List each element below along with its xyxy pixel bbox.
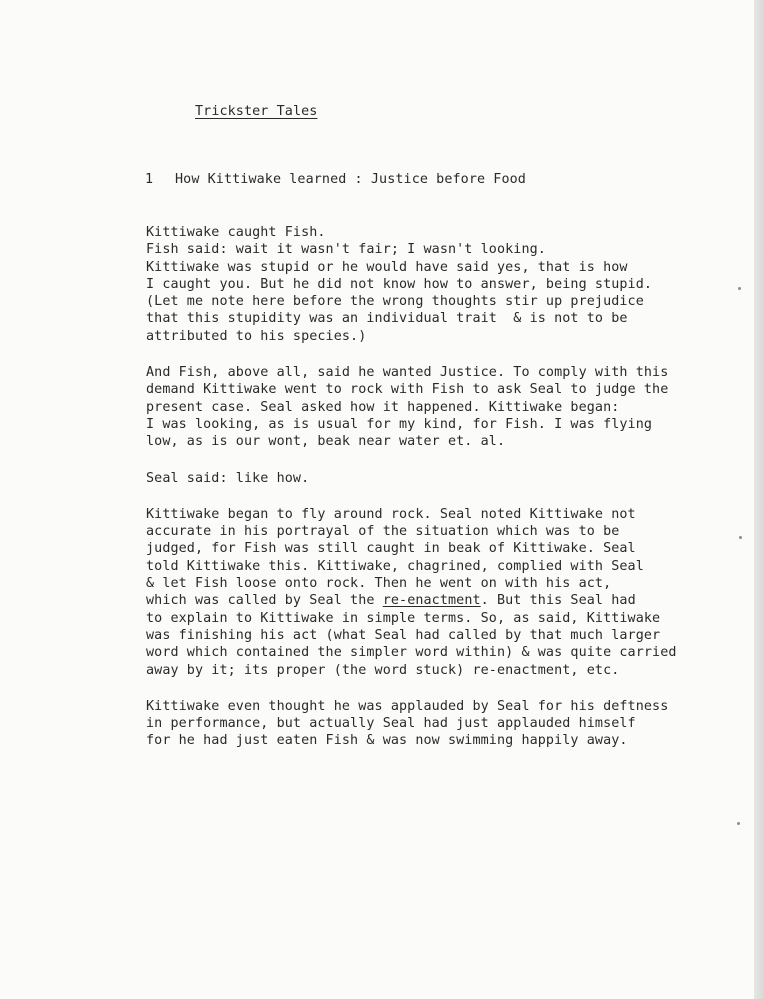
text-segment: Kittiwake caught Fish. bbox=[146, 225, 326, 240]
text-line bbox=[146, 592, 646, 609]
story-paragraph bbox=[146, 698, 669, 750]
text-line bbox=[146, 506, 646, 523]
text-line bbox=[146, 364, 669, 381]
text-segment: (Let me note here before the wrong thoughts stir up prejudice bbox=[146, 294, 644, 310]
text-line bbox=[146, 381, 669, 398]
text-line bbox=[146, 698, 669, 715]
text-segment: demand Kittiwake went to rock with Fish to ask Seal to judge the bbox=[146, 382, 669, 398]
text-line bbox=[146, 416, 653, 433]
paper-edge-shadow bbox=[754, 0, 764, 999]
text-segment: that this stupidity was an individual trait & is not to be bbox=[146, 311, 628, 327]
section-title: How Kittiwake learned : Justice before Food bbox=[175, 172, 526, 187]
text-segment: Fish said: wait it wasn't fair; I wasn't looking. bbox=[146, 242, 546, 258]
text-segment: Kittiwake began to fly around rock. Seal noted Kittiwake not bbox=[146, 506, 636, 522]
document-title: Trickster Tales bbox=[195, 104, 318, 119]
text-line bbox=[146, 399, 646, 416]
text-segment: . But this Seal had bbox=[480, 593, 636, 609]
text-segment: low, as is our wont, beak near water et. al. bbox=[146, 434, 506, 450]
text-segment: judged, for Fish was still caught in beak of Kittiwake. Seal bbox=[146, 541, 636, 557]
text-line bbox=[146, 540, 646, 557]
text-line bbox=[146, 523, 646, 540]
story-paragraph bbox=[146, 364, 669, 450]
text-segment: present case. Seal asked how it happened. Kittiwake began: bbox=[146, 399, 620, 415]
text-line bbox=[146, 662, 646, 679]
text-segment: away by it; its proper (the word stuck) re-enactment, etc. bbox=[146, 662, 620, 678]
underlined-word: re-enactment bbox=[382, 593, 481, 609]
text-segment: for he had just eaten Fish & was now swimming happily away. bbox=[146, 733, 628, 749]
text-segment: told Kittiwake this. Kittiwake, chagrined, complied with Seal bbox=[146, 558, 644, 574]
text-line bbox=[146, 715, 646, 732]
text-line bbox=[146, 224, 646, 241]
section-number: 1 bbox=[145, 172, 154, 187]
text-segment: was finishing his act (what Seal had called by that much larger bbox=[146, 627, 661, 643]
text-line bbox=[146, 732, 646, 749]
text-segment: And Fish, above all, said he wanted Justice. To comply with this bbox=[146, 365, 669, 381]
text-line bbox=[146, 470, 646, 487]
text-line bbox=[146, 610, 661, 627]
paper-speck bbox=[739, 536, 742, 539]
story-paragraph bbox=[146, 470, 646, 487]
story-paragraph bbox=[146, 224, 653, 345]
text-line bbox=[146, 433, 646, 450]
text-line bbox=[146, 310, 646, 327]
section-heading bbox=[145, 172, 526, 187]
story-paragraph bbox=[146, 506, 677, 679]
text-segment: Seal said: like how. bbox=[146, 470, 310, 486]
text-line bbox=[146, 259, 646, 276]
text-line bbox=[146, 241, 646, 258]
text-segment: Kittiwake even thought he was applauded by Seal for his deftness bbox=[146, 698, 669, 714]
text-segment: Kittiwake was stupid or he would have said yes, that is how bbox=[146, 259, 628, 275]
text-line bbox=[146, 644, 677, 661]
text-segment: in performance, but actually Seal had just applauded himself bbox=[146, 716, 636, 732]
text-segment: to explain to Kittiwake in simple terms. So, as said, Kittiwake bbox=[146, 610, 661, 626]
text-line bbox=[146, 276, 653, 293]
text-line bbox=[146, 293, 646, 310]
text-segment: attributed to his species.) bbox=[146, 328, 367, 344]
text-segment: I was looking, as is usual for my kind, for Fish. I was flying bbox=[146, 416, 653, 432]
story-body bbox=[146, 224, 677, 769]
text-line bbox=[146, 575, 646, 592]
text-segment: which was called by Seal the bbox=[146, 593, 383, 609]
text-line bbox=[146, 558, 646, 575]
text-segment: word which contained the simpler word within) & was quite carried bbox=[146, 645, 677, 661]
text-line bbox=[146, 627, 661, 644]
paper-speck bbox=[738, 287, 741, 290]
text-line bbox=[146, 328, 646, 345]
text-segment: I caught you. But he did not know how to answer, being stupid. bbox=[146, 276, 653, 292]
paper-speck bbox=[737, 822, 740, 825]
text-segment: accurate in his portrayal of the situation which was to be bbox=[146, 524, 620, 540]
text-segment: & let Fish loose onto rock. Then he went on with his act, bbox=[146, 576, 612, 592]
